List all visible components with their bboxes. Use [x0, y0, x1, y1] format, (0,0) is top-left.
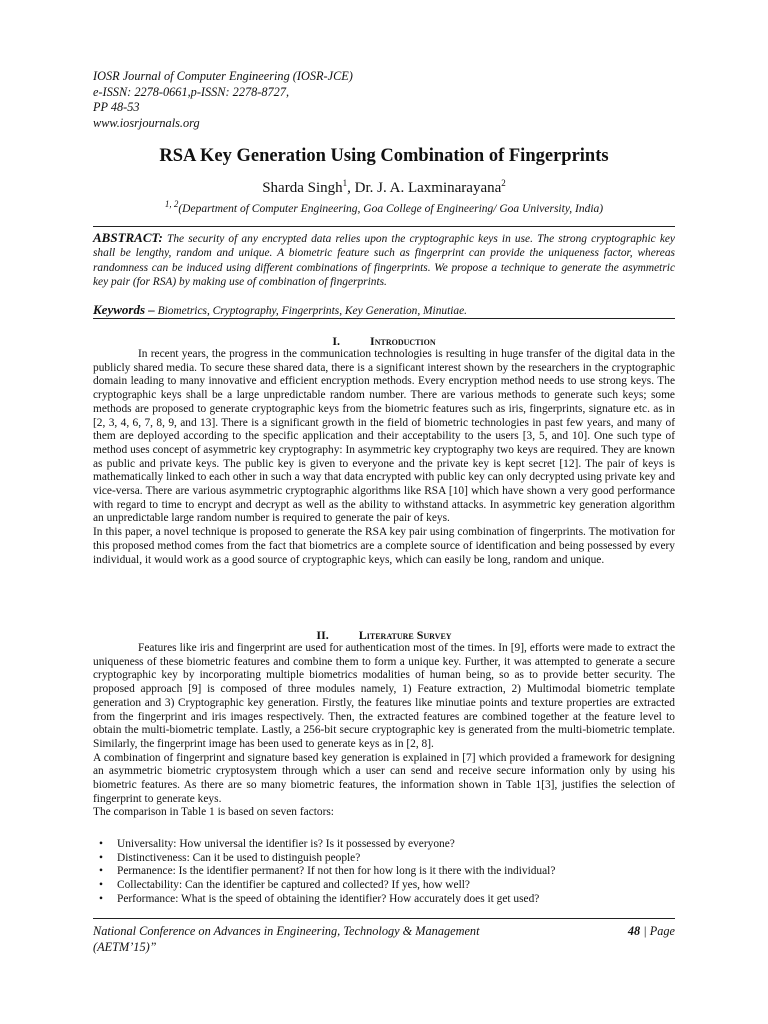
list-item: • Permanence: Is the identifier permanent? If not then for how long is it there with the individual?	[93, 865, 675, 879]
section-title: Literature Survey	[358, 628, 452, 642]
journal-issn: e-ISSN: 2278-0661,p-ISSN: 2278-8727,	[93, 84, 290, 99]
keywords-text: Biometrics, Cryptography, Fingerprints, Key Generation, Minutiae.	[157, 305, 468, 317]
author-2-sup: 2	[501, 178, 506, 188]
conference-line-1: National Conference on Advances in Engineering, Technology & Management	[93, 924, 480, 938]
divider-bottom	[93, 318, 675, 319]
journal-pages: PP 48-53	[93, 100, 140, 114]
list-item: • Distinctiveness: Can it be used to distinguish people?	[93, 852, 675, 866]
affiliation-text: (Department of Computer Engineering, Goa College of Engineering/ Goa University, India)	[178, 202, 604, 215]
page-number-block	[628, 924, 675, 940]
section-heading-literature-survey	[93, 628, 675, 643]
conference-line-2: (AETM’15)”	[93, 939, 157, 954]
paragraph: The comparison in Table 1 is based on seven factors:	[93, 806, 334, 819]
list-item: • Universality: How universal the identifier is? Is it possessed by everyone?	[93, 838, 675, 852]
abstract-text: The security of any encrypted data relies upon the cryptographic keys in use. The strong cryptographic key shall be lengthy, random and unique. A biometric feature such as fingerprint can provide the uniqueness factor, whereas randomness can be induced using different combinations of fingerprints. We propose a technique to generate the asymmetric key pair (for RSA) by making use of combination of fingerprints.	[93, 233, 675, 289]
journal-header	[93, 69, 673, 131]
abstract-label: ABSTRACT:	[93, 230, 163, 245]
page-footer	[93, 924, 675, 955]
paragraph: Features like iris and fingerprint are used for authentication most of the times. In [9], efforts were made to extract the uniqueness of these biometric features and combine them to form a unique key. Further, it was attempted to generate a secure cryptographic key by incorporating multiple biometrics modalities of human being, so as to provide better security. The proposed approach [9] is composed of three modules namely, 1) Feature extraction, 2) Multimodal biometric template generation and 3) Cryptographic key generation. Firstly, the features like minutiae points and texture properties are extracted from the fingerprint and iris images respectively. Then, the extracted features are combined together at the feature level to obtain the multi-biometric template. Lastly, a 256-bit secure cryptographic key is generated from the multi-biometric template. Similarly, the fingerprint image has been used to generate keys as in [2, 8].	[93, 642, 675, 750]
author-line	[93, 178, 675, 197]
journal-name: IOSR Journal of Computer Engineering (IOSR-JCE)	[93, 69, 353, 83]
author-1-sup: 1	[342, 178, 348, 188]
footer-divider	[93, 918, 675, 919]
section-title: Introduction	[370, 334, 436, 348]
divider-top	[93, 226, 675, 227]
author-1: Sharda Singh	[262, 180, 343, 196]
page-number: 48	[627, 924, 641, 938]
abstract	[93, 231, 675, 290]
list-item: • Collectability: Can the identifier be captured and collected? If yes, how well?	[93, 879, 675, 893]
keywords	[93, 302, 675, 318]
paragraph: In this paper, a novel technique is proposed to generate the RSA key pair using combination of fingerprints. The motivation for this proposed method comes from the fact that biometrics are a complete source of identification and being possessed by every individual, it would work as a good source of cryptographic keys, which can easily be long, random and unique.	[93, 526, 675, 566]
author-2: , Dr. J. A. Laxminarayana	[347, 180, 502, 196]
section-number: II.	[316, 628, 329, 642]
affiliation	[93, 199, 675, 215]
journal-website[interactable]: www.iosrjournals.org	[93, 115, 200, 130]
affiliation-sup: 1, 2	[164, 199, 179, 209]
section-heading-introduction	[93, 334, 675, 349]
paragraph: In recent years, the progress in the communication technologies is resulting in huge transfer of the digital data in the publicly shared media. To secure these shared data, there is a significant interest shown by the researchers in the cryptographic domain leading to many innovative and efficient encryption methods. Every encryption method needs to use strong keys. The cryptographic keys shall be a large unpredictable random number. There are various methods to generate such keys; some methods are proposed to generate cryptographic keys from the biometric features such as iris, fingerprints, signature etc. as in [2, 3, 4, 6, 7, 8, 9, and 13]. There is a significant growth in the field of biometric technologies in past few years, and many of them are deployed according to the specific application and their acceptability to the users [3, 5, and 10]. One such type of method uses concept of asymmetric key cryptography: In asymmetric key cryptography two keys are required. They are known as public and private keys. The public key is given to everyone and the private key is kept secret [12]. The pair of keys is mathematically linked to each other in such a way that data encrypted with public key can only decrypted using private key and vice-versa. There are various asymmetric cryptographic algorithms like RSA [10] which have shown a very good performance with regard to time to encrypt and decrypt as well as the ability to withstand attacks. In asymmetric key generation algorithm an unpredictable large random number is required to generate the pair of keys.	[93, 348, 675, 525]
introduction-body	[93, 348, 675, 567]
paper-title: RSA Key Generation Using Combination of Fingerprints	[159, 146, 609, 166]
conference-name	[93, 924, 563, 955]
list-item: • Performance: What is the speed of obtaining the identifier? How accurately does it get used?	[93, 893, 675, 907]
keywords-label: Keywords –	[93, 302, 155, 317]
page-label: | Page	[640, 924, 675, 938]
paragraph: A combination of fingerprint and signature based key generation is explained in [7] which provided a framework for designing an asymmetric biometric cryptosystem through which a user can send and receive secure information only by using his biometric features. As there are so many biometric features, the information shown in Table 1[3], justifies the selection of fingerprint to generate keys.	[93, 751, 675, 805]
factor-list	[93, 838, 675, 907]
literature-survey-body	[93, 642, 675, 820]
section-number: I.	[332, 334, 341, 348]
